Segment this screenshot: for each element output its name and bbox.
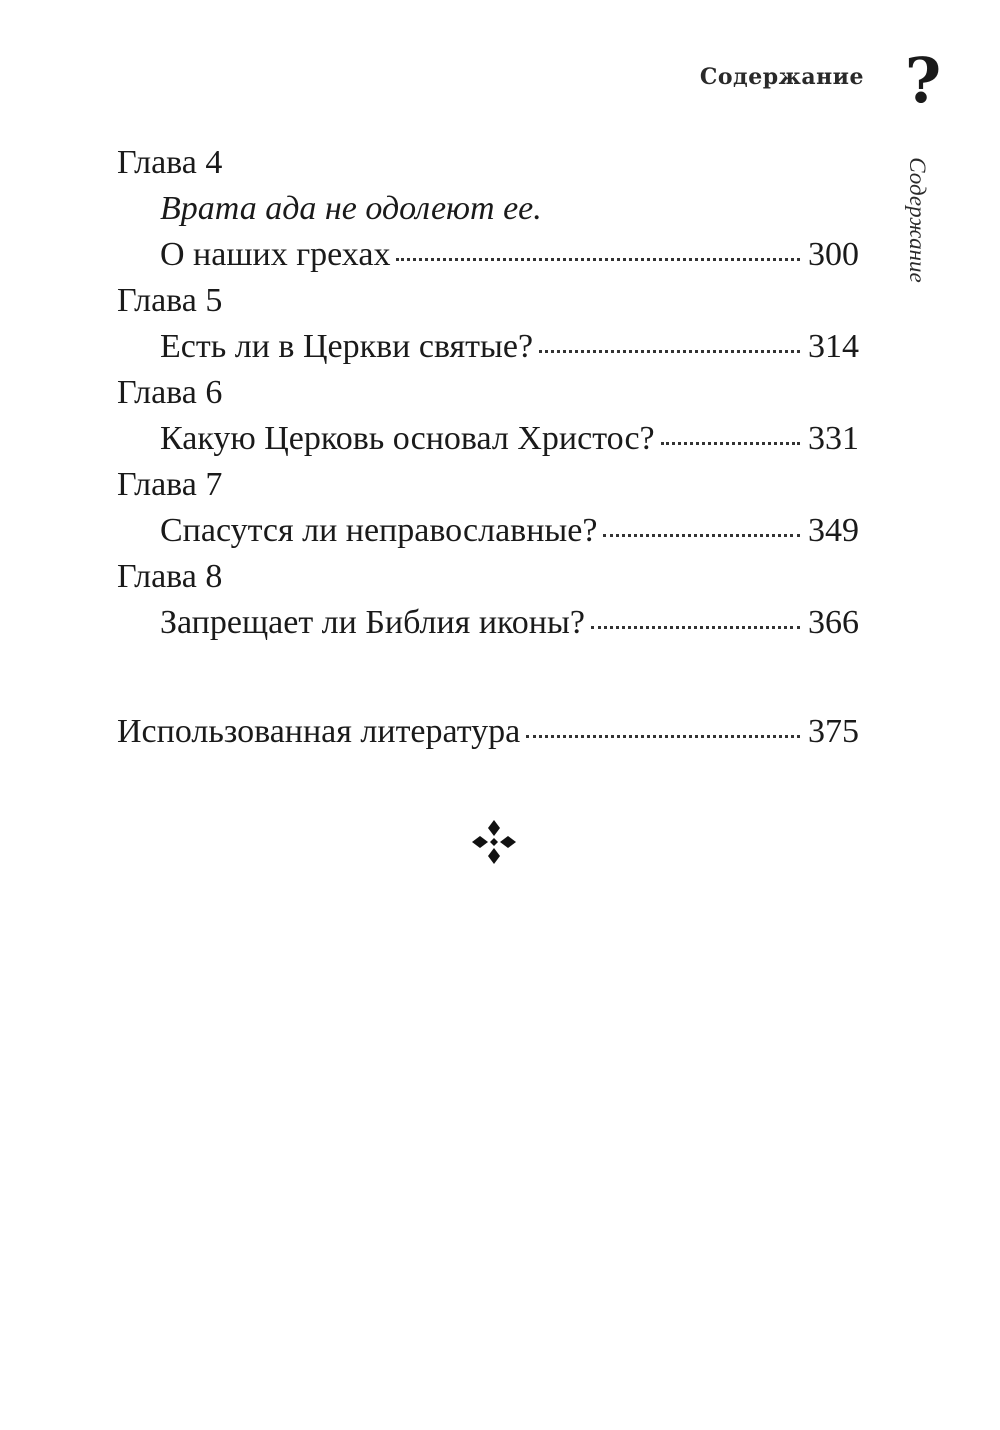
question-mark-icon: ? [904,44,942,117]
entry-page-number: 314 [808,328,859,365]
dot-leader [661,442,800,445]
entry-page-number: 300 [808,236,859,273]
entry-page-number: 349 [808,512,859,549]
toc-entry[interactable] [117,232,859,278]
entry-page-number: 366 [808,604,859,641]
toc-chapter-6 [117,370,859,462]
section-gap [117,646,859,709]
chapter-label: Глава 7 [117,466,223,503]
toc-chapter-7 [117,462,859,554]
side-tab-label: Содержание [905,157,930,283]
toc-entry[interactable] [117,324,859,370]
toc-chapter-5 [117,278,859,370]
chapter-label: Глава 8 [117,558,223,595]
chapter-label: Глава 6 [117,374,223,411]
side-tab [902,145,932,295]
dot-leader [591,626,800,629]
chapter-label: Глава 4 [117,144,223,181]
entry-title: Запрещает ли Библия иконы? [160,604,585,641]
entry-title: О наших грехах [160,236,391,273]
dot-leader [526,735,800,738]
entry-page-number: 331 [808,420,859,457]
diamond-cross-ornament-icon [470,818,518,866]
running-head-title: Содержание [699,64,864,90]
dot-leader [396,258,800,261]
entry-title: Какую Церковь основал Христос? [160,420,655,457]
entry-title: Спасутся ли неправославные? [160,512,598,549]
dot-leader [539,350,800,353]
toc-entry[interactable] [117,508,859,554]
entry-page-number: 375 [808,713,859,750]
entry-title: Есть ли в Церкви святые? [160,328,534,365]
toc-entry-bibliography[interactable] [117,709,859,755]
toc-entry[interactable] [117,416,859,462]
chapter-label: Глава 5 [117,282,223,319]
dot-leader [603,534,800,537]
toc-chapter-8 [117,554,859,646]
toc-entry[interactable] [117,600,859,646]
chapter-subtitle: Врата ада не одолеют ее. [160,190,542,227]
toc-chapter-4 [117,140,859,278]
entry-title: Использованная литература [117,713,521,750]
table-of-contents [117,140,859,755]
